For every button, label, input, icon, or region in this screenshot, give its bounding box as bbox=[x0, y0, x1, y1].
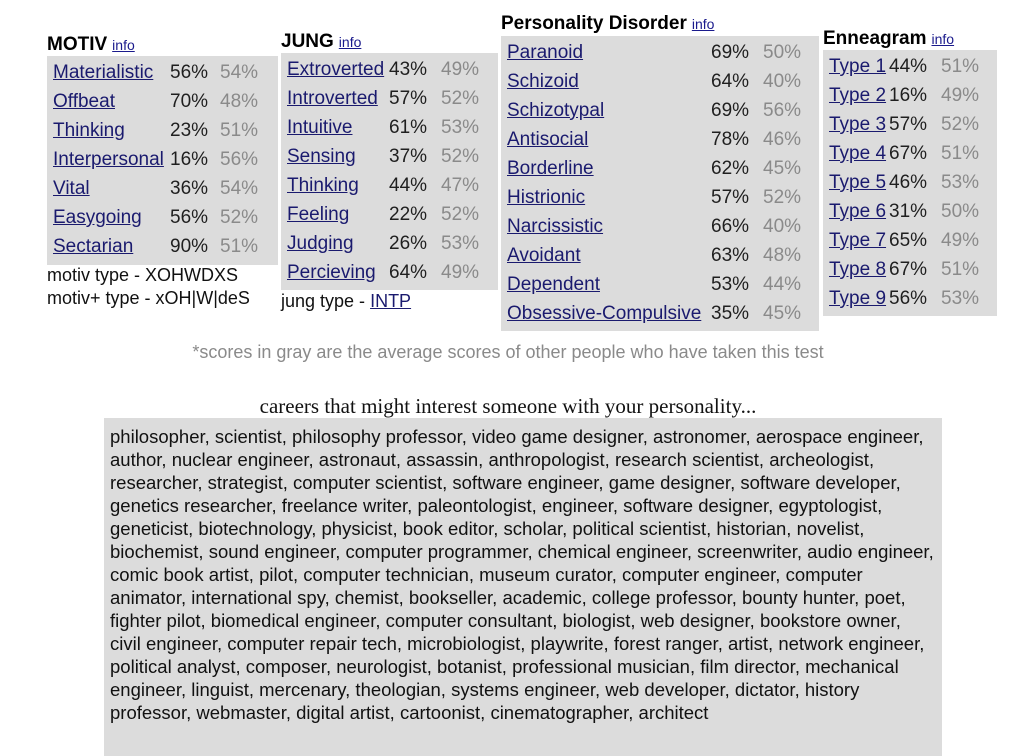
disorder-row bbox=[501, 154, 819, 183]
disorder-row bbox=[501, 183, 819, 212]
jung-average-score: 52% bbox=[441, 88, 480, 109]
jung-trait-link[interactable]: Judging bbox=[287, 233, 354, 254]
enneagram-trait-link[interactable]: Type 6 bbox=[829, 201, 887, 222]
jung-trait-link[interactable]: Sensing bbox=[287, 146, 356, 167]
motiv-average-score: 51% bbox=[220, 120, 259, 141]
enneagram-average-score: 51% bbox=[941, 143, 980, 164]
enneagram-trait-link[interactable]: Type 9 bbox=[829, 288, 887, 309]
enneagram-score: 67% bbox=[889, 259, 928, 280]
jung-title: JUNG info bbox=[281, 31, 362, 52]
enneagram-average-score: 49% bbox=[941, 85, 980, 106]
jung-score-table bbox=[281, 53, 498, 290]
motiv-title: MOTIV info bbox=[47, 34, 135, 55]
jung-row bbox=[281, 171, 498, 200]
jung-trait-link[interactable]: Introverted bbox=[287, 88, 378, 109]
average-score-note: *scores in gray are the average scores of other people who have taken this test bbox=[192, 342, 824, 362]
careers-title: careers that might interest someone with your personality... bbox=[259, 394, 757, 418]
motiv-trait-link[interactable]: Sectarian bbox=[53, 236, 134, 257]
disorder-row bbox=[501, 38, 819, 67]
jung-row bbox=[281, 229, 498, 258]
disorder-score: 64% bbox=[711, 71, 750, 92]
enneagram-row bbox=[823, 52, 997, 81]
motiv-trait-link[interactable]: Vital bbox=[53, 178, 90, 199]
motiv-row bbox=[47, 203, 278, 232]
disorder-row bbox=[501, 125, 819, 154]
motiv-score: 90% bbox=[170, 236, 209, 257]
disorder-average-score: 46% bbox=[763, 129, 802, 150]
enneagram-row bbox=[823, 255, 997, 284]
jung-average-score: 49% bbox=[441, 262, 480, 283]
disorder-trait-link[interactable]: Obsessive-Compulsive bbox=[507, 303, 702, 324]
jung-type-label: jung type - bbox=[281, 291, 371, 311]
disorder-trait-link[interactable]: Schizotypal bbox=[507, 100, 605, 121]
careers-list: philosopher, scientist, philosophy professor, video game designer, astronomer, aerospace engineer, author, nuclear engineer, astronaut, assassin, anthropologist, research scientist, archeologist, researcher, strategist, computer scientist, software engineer, game designer, software developer, genetics researcher, freelance writer, paleontologist, engineer, software designer, egyptologist, geneticist, biotechnology, physicist, book editor, scholar, political scientist, historian, novelist, biochemist, sound engineer, computer programmer, chemical engineer, screenwriter, audio engineer, comic book artist, pilot, computer technician, museum curator, computer engineer, computer animator, international spy, chemist, bookseller, academic, college professor, bounty hunter, poet, fighter pilot, biomedical engineer, computer consultant, biologist, web designer, bookstore owner, civil engineer, computer repair tech, microbiologist, playwrite, forest ranger, artist, network engineer, political analyst, composer, neurologist, botanist, professional musician, film director, mechanical engineer, linguist, mercenary, theologian, systems engineer, web developer, dictator, history professor, webmaster, digital artist, cartoonist, cinematographer, architect bbox=[104, 418, 942, 756]
enneagram-trait-link[interactable]: Type 4 bbox=[829, 143, 887, 164]
disorder-score: 69% bbox=[711, 100, 750, 121]
jung-score: 43% bbox=[389, 59, 428, 80]
enneagram-score: 65% bbox=[889, 230, 928, 251]
disorder-average-score: 40% bbox=[763, 71, 802, 92]
jung-trait-link[interactable]: Percieving bbox=[287, 262, 376, 283]
motiv-row bbox=[47, 58, 278, 87]
jung-score: 61% bbox=[389, 117, 428, 138]
disorder-average-score: 45% bbox=[763, 158, 802, 179]
enneagram-trait-link[interactable]: Type 3 bbox=[829, 114, 887, 135]
disorder-row bbox=[501, 299, 819, 328]
jung-row bbox=[281, 258, 498, 287]
enneagram-row bbox=[823, 110, 997, 139]
jung-score: 22% bbox=[389, 204, 428, 225]
jung-score: 37% bbox=[389, 146, 428, 167]
enneagram-score: 57% bbox=[889, 114, 928, 135]
disorder-trait-link[interactable]: Paranoid bbox=[507, 42, 584, 63]
jung-trait-link[interactable]: Thinking bbox=[287, 175, 359, 196]
jung-row bbox=[281, 84, 498, 113]
enneagram-row bbox=[823, 197, 997, 226]
disorder-trait-link[interactable]: Dependent bbox=[507, 274, 600, 295]
motiv-score: 36% bbox=[170, 178, 209, 199]
motiv-row bbox=[47, 145, 278, 174]
enneagram-average-score: 51% bbox=[941, 56, 980, 77]
disorder-trait-link[interactable]: Schizoid bbox=[507, 71, 579, 92]
jung-average-score: 47% bbox=[441, 175, 480, 196]
jung-average-score: 49% bbox=[441, 59, 480, 80]
enneagram-info-link[interactable]: info bbox=[931, 31, 955, 47]
disorder-row bbox=[501, 67, 819, 96]
disorder-row bbox=[501, 241, 819, 270]
enneagram-average-score: 53% bbox=[941, 172, 980, 193]
motiv-average-score: 48% bbox=[220, 91, 259, 112]
motiv-average-score: 52% bbox=[220, 207, 259, 228]
disorder-trait-link[interactable]: Borderline bbox=[507, 158, 594, 179]
motiv-score: 56% bbox=[170, 62, 209, 83]
enneagram-title: Enneagram info bbox=[823, 28, 955, 49]
jung-trait-link[interactable]: Feeling bbox=[287, 204, 350, 225]
jung-type bbox=[281, 291, 411, 312]
motiv-row bbox=[47, 87, 278, 116]
jung-average-score: 52% bbox=[441, 204, 480, 225]
jung-row bbox=[281, 55, 498, 84]
disorder-average-score: 56% bbox=[763, 100, 802, 121]
jung-row bbox=[281, 113, 498, 142]
jung-average-score: 53% bbox=[441, 117, 480, 138]
disorder-score: 63% bbox=[711, 245, 750, 266]
disorder-info-link[interactable]: info bbox=[691, 16, 715, 32]
motiv-plus-type: motiv+ type - xOH|W|deS bbox=[47, 288, 250, 308]
motiv-score: 23% bbox=[170, 120, 209, 141]
motiv-row bbox=[47, 116, 278, 145]
disorder-average-score: 50% bbox=[763, 42, 802, 63]
enneagram-score-table bbox=[823, 50, 997, 316]
enneagram-score: 16% bbox=[889, 85, 928, 106]
motiv-average-score: 54% bbox=[220, 178, 259, 199]
jung-score: 26% bbox=[389, 233, 428, 254]
motiv-trait-link[interactable]: Easygoing bbox=[53, 207, 142, 228]
motiv-score: 16% bbox=[170, 149, 209, 170]
enneagram-trait-link[interactable]: Type 2 bbox=[829, 85, 887, 106]
motiv-average-score: 56% bbox=[220, 149, 259, 170]
motiv-score: 56% bbox=[170, 207, 209, 228]
disorder-score: 62% bbox=[711, 158, 750, 179]
disorder-score-table bbox=[501, 36, 819, 331]
jung-score: 57% bbox=[389, 88, 428, 109]
disorder-score: 53% bbox=[711, 274, 750, 295]
disorder-row bbox=[501, 270, 819, 299]
disorder-score: 35% bbox=[711, 303, 750, 324]
jung-trait-link[interactable]: Extroverted bbox=[287, 59, 385, 80]
disorder-average-score: 48% bbox=[763, 245, 802, 266]
jung-average-score: 53% bbox=[441, 233, 480, 254]
disorder-trait-link[interactable]: Antisocial bbox=[507, 129, 589, 150]
disorder-score: 69% bbox=[711, 42, 750, 63]
disorder-trait-link[interactable]: Histrionic bbox=[507, 187, 586, 208]
disorder-average-score: 40% bbox=[763, 216, 802, 237]
jung-type-link[interactable]: INTP bbox=[370, 291, 412, 311]
jung-row bbox=[281, 200, 498, 229]
enneagram-trait-link[interactable]: Type 7 bbox=[829, 230, 887, 251]
enneagram-average-score: 51% bbox=[941, 259, 980, 280]
disorder-average-score: 44% bbox=[763, 274, 802, 295]
disorder-average-score: 52% bbox=[763, 187, 802, 208]
motiv-average-score: 51% bbox=[220, 236, 259, 257]
motiv-trait-link[interactable]: Thinking bbox=[53, 120, 125, 141]
disorder-title: Personality Disorder info bbox=[501, 13, 715, 34]
motiv-row bbox=[47, 232, 278, 261]
jung-score: 64% bbox=[389, 262, 428, 283]
motiv-score-table bbox=[47, 56, 278, 265]
motiv-trait-link[interactable]: Offbeat bbox=[53, 91, 115, 112]
enneagram-row bbox=[823, 226, 997, 255]
jung-score: 44% bbox=[389, 175, 428, 196]
enneagram-score: 31% bbox=[889, 201, 928, 222]
jung-row bbox=[281, 142, 498, 171]
enneagram-row bbox=[823, 81, 997, 110]
disorder-score: 66% bbox=[711, 216, 750, 237]
disorder-trait-link[interactable]: Narcissistic bbox=[507, 216, 604, 237]
enneagram-average-score: 50% bbox=[941, 201, 980, 222]
disorder-score: 78% bbox=[711, 129, 750, 150]
enneagram-trait-link[interactable]: Type 5 bbox=[829, 172, 887, 193]
motiv-row bbox=[47, 174, 278, 203]
disorder-average-score: 45% bbox=[763, 303, 802, 324]
enneagram-average-score: 52% bbox=[941, 114, 980, 135]
motiv-trait-link[interactable]: Materialistic bbox=[53, 62, 154, 83]
enneagram-score: 67% bbox=[889, 143, 928, 164]
enneagram-score: 44% bbox=[889, 56, 928, 77]
jung-info-link[interactable]: info bbox=[338, 34, 362, 50]
enneagram-score: 46% bbox=[889, 172, 928, 193]
enneagram-average-score: 53% bbox=[941, 288, 980, 309]
enneagram-trait-link[interactable]: Type 8 bbox=[829, 259, 887, 280]
enneagram-row bbox=[823, 139, 997, 168]
disorder-trait-link[interactable]: Avoidant bbox=[507, 245, 581, 266]
enneagram-score: 56% bbox=[889, 288, 928, 309]
jung-trait-link[interactable]: Intuitive bbox=[287, 117, 353, 138]
jung-average-score: 52% bbox=[441, 146, 480, 167]
disorder-row bbox=[501, 212, 819, 241]
motiv-type: motiv type - XOHWDXS bbox=[47, 265, 239, 285]
disorder-row bbox=[501, 96, 819, 125]
disorder-score: 57% bbox=[711, 187, 750, 208]
enneagram-average-score: 49% bbox=[941, 230, 980, 251]
motiv-average-score: 54% bbox=[220, 62, 259, 83]
enneagram-trait-link[interactable]: Type 1 bbox=[829, 56, 887, 77]
motiv-info-link[interactable]: info bbox=[112, 37, 135, 53]
enneagram-row bbox=[823, 168, 997, 197]
motiv-score: 70% bbox=[170, 91, 209, 112]
enneagram-row bbox=[823, 284, 997, 313]
motiv-trait-link[interactable]: Interpersonal bbox=[53, 149, 164, 170]
